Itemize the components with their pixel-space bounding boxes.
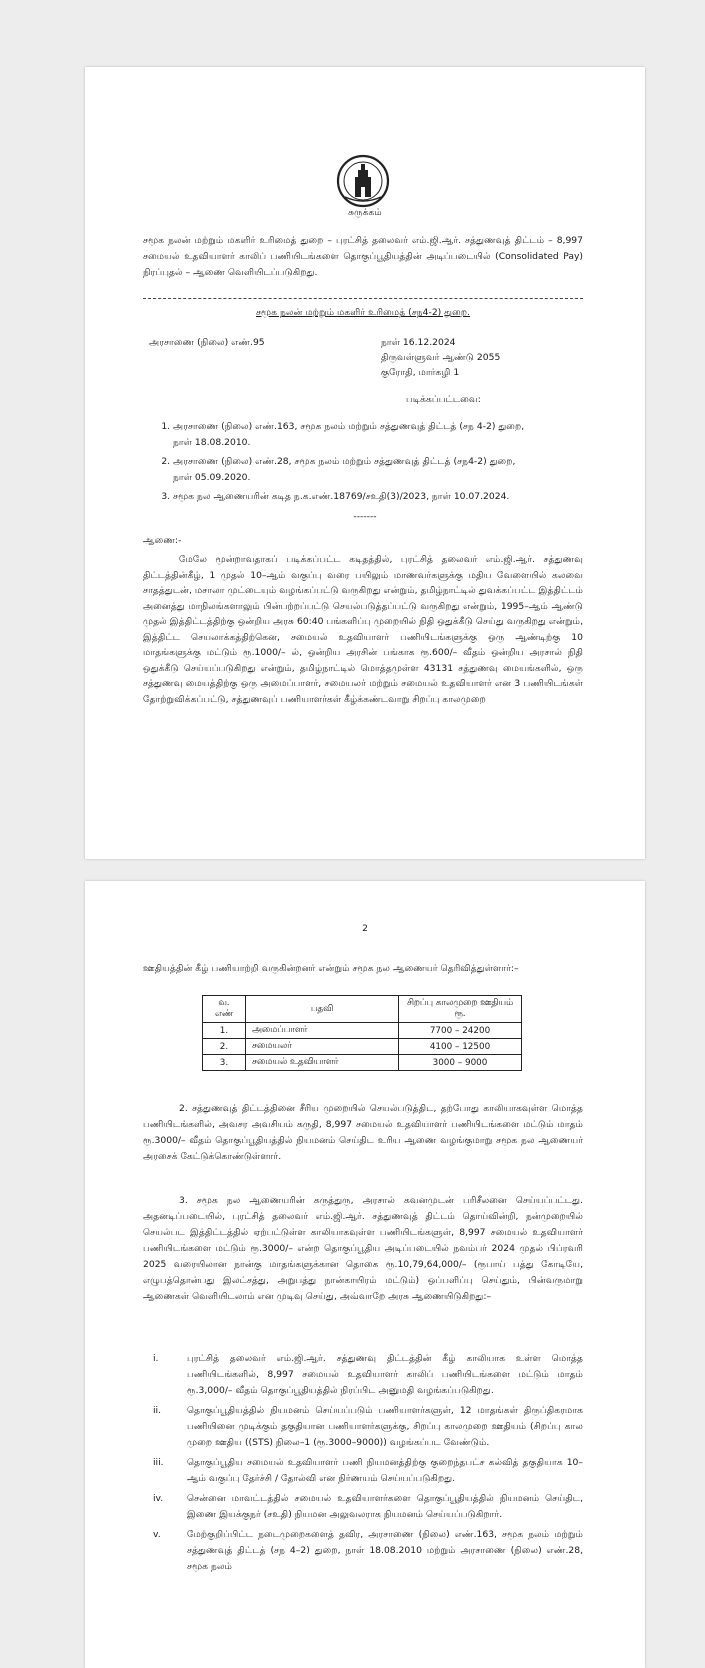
table-row bbox=[203, 1039, 522, 1055]
subject-paragraph: சமூக நலன் மற்றும் மகளிர் உரிமைத் துறை – புரட்சித் தலைவர் எம்.ஜி.ஆர். சத்துணவுத் திட்டம் – 8,997 சமையல் உதவியாளர் காலிப் பணியிடங்களை தொகுப்பூதியத்தின் அடிப்படையில் (Consolidated Pay) நிரப்புதல் – ஆணை வெளியிடப்படுகிறது. bbox=[143, 235, 583, 278]
order-number: iii. bbox=[153, 1457, 164, 1468]
pay-scale-table bbox=[202, 995, 522, 1071]
separator: ------- bbox=[353, 511, 377, 522]
document-page-1 bbox=[85, 67, 645, 859]
paragraph-2: 2. சத்துணவுத் திட்டத்தினை சீரிய முறையில் செயல்படுத்திட, தற்போது காலியாகவுள்ள மொத்த பணியிடங்களில், அவசர அவசியம் கருதி, 8,997 சமையல் உதவியாளர் பணியிடங்களை மட்டும் மாதம் ரூ.3000/– வீதம் தொகுப்பூதியத்தில் நியமனம் செய்திட உரிய ஆணை வழங்குமாறு சமூக நல ஆணையர் அரசைக் கேட்டுக்கொண்டுள்ளார். bbox=[143, 1103, 583, 1162]
table-header-row bbox=[203, 996, 522, 1023]
abstract-label: சுருக்கம் bbox=[348, 207, 382, 218]
order-item bbox=[153, 1491, 583, 1523]
order-text: தொகுப்பூதிய சமையல் உதவியாளர் பணி நியமனத்திற்கு குறைந்தபட்ச கல்வித் தகுதியாக 10–ஆம் வகுப்பு தேர்ச்சி / தோல்வி என நிர்ணயம் செய்யப்படுகிறது. bbox=[187, 1457, 583, 1484]
order-number: i. bbox=[153, 1353, 159, 1364]
table-cell: 7700 – 24200 bbox=[399, 1023, 522, 1039]
order-text: சென்னை மாவட்டத்தில் சமையல் உதவியாளர்களை தொகுப்பூதியத்தில் நியமனம் செய்திட, இணை இயக்குநர் (சஉதி) நியமன அலுவலராக நியமனம் செய்யப்படுகிறார். bbox=[187, 1493, 583, 1520]
table-cell: 1. bbox=[203, 1023, 246, 1039]
order-item bbox=[153, 1351, 583, 1399]
table-cell: 2. bbox=[203, 1039, 246, 1055]
order-item bbox=[153, 1455, 583, 1487]
order-text: மேற்குறிப்பிட்ட நடைமுறைகளைத் தவிர, அரசாணை (நிலை) எண்.163, சமூக நலம் மற்றும் சத்துணவுத் திட்டத் (சந 4–2) துறை, நாள் 18.08.2010 மற்றும் அரசாணை (நிலை) எண்.28, சமூக நலம் bbox=[187, 1529, 583, 1572]
paragraph-3: 3. சமூக நல ஆணையரின் கருத்துரு, அரசால் கவனமுடன் பரிசீலனை செய்யப்பட்டது. அதனடிப்படையில், புரட்சித் தலைவர் எம்.ஜி.ஆர். சத்துணவுத் திட்டம் தொய்வின்றி, நன்முறையில் செயல்பட இத்திட்டத்தில் ஏற்பட்டுள்ள காலியாகவுள்ள பணியிடங்களுள், 8,997 சமையல் உதவியாளர் பணியிடங்களை மட்டும் ரூ.3000/– என்ற தொகுப்பூதிய அடிப்படையில் நவம்பர் 2024 முதல் பிப்ரவரி 2025 வரையிலான நான்கு மாதங்களுக்கான தொகை ரூ.10,79,64,000/– (ரூபாய் பத்து கோடியே, எழுபத்தொன்பது இலட்சத்து, அறுபத்து நான்காயிரம் மட்டும்) ஒப்பளிப்பு செய்தும், பின்வருமாறு ஆணைகள் வெளியிடலாம் என முடிவு செய்து, அவ்வாறே அரசு ஆணையிடுகிறது:– bbox=[143, 1195, 583, 1302]
order-number: v. bbox=[153, 1529, 161, 1540]
table-header: பதவி bbox=[246, 996, 399, 1023]
order-paragraph: மேலே மூன்றாவதாகப் படிக்கப்பட்ட கடிதத்தில், புரட்சித் தலைவர் எம்.ஜி.ஆர். சத்துணவு திட்டத்தின்கீழ், 1 முதல் 10–ஆம் வகுப்பு வரை பயிலும் மாணவர்களுக்கு மதிய வேளையில் கலவை சாதத்துடன், மசாலா முட்டையும் வழங்கப்பட்டு வருகிறது என்றும், தமிழ்நாட்டில் துவக்கப்பட்ட இத்திட்டம் அனைத்து மாநிலங்களாலும் பின்பற்றப்பட்டு செயல்படுத்தப்பட்டு வருகிறது என்றும், 1995–ஆம் ஆண்டு முதல் இத்திட்டத்திற்கு ஒன்றிய அரசு 60:40 பங்களிப்பு முறையில் நிதி ஒதுக்கீடு செய்து வருகிறது என்றும், இத்திட்ட செயலாக்கத்திற்கென, சமையல் உதவியாளர் பணியிடங்களுக்கு ஒரு ஆண்டிற்கு 10 மாதங்களுக்கு மட்டும் ரூ.1000/– ல், ஒன்றிய அரசின் பங்காக ரூ.600/– வீதம் ஒன்றிய அரசால் நிதி ஒதுக்கீடு செய்யப்படுகிறது என்றும், தமிழ்நாட்டில் மொத்தமுள்ள 43131 சத்துணவு மையங்களில், ஒரு சத்துணவு மையத்திற்கு ஒரு அமைப்பாளர், சமையலர் மற்றும் சமையல் உதவியாளர் என 3 பணியிடங்கள் தோற்றுவிக்கப்பட்டு, சத்துணவுப் பணியாளர்கள் கீழ்க்கண்டவாறு சிறப்பு காலமுறை bbox=[143, 554, 583, 705]
table-cell: சமையல் உதவியாளர் bbox=[246, 1055, 399, 1071]
table-cell: சமையலர் bbox=[246, 1039, 399, 1055]
table-header: சிறப்பு காலமுறை ஊதியம் ரூ. bbox=[399, 996, 522, 1023]
divider bbox=[143, 298, 583, 299]
references-list bbox=[155, 419, 529, 508]
table-cell: 3000 – 9000 bbox=[399, 1055, 522, 1071]
page-number: 2 bbox=[362, 923, 368, 934]
order-text: புரட்சித் தலைவர் எம்.ஜி.ஆர். சத்துணவு திட்டத்தின் கீழ் காலியாக உள்ள மொத்த பணியிடங்களில், 8,997 சமையல் உதவியாளர் காலிப் பணியிடங்களை மட்டும் மாதம் ரூ.3,000/– வீதம் தொகுப்பூதியத்தில் நிரப்பிட அனுமதி வழங்கப்படுகிறது. bbox=[187, 1353, 583, 1396]
table-cell: 4100 – 12500 bbox=[399, 1039, 522, 1055]
reference-item: 3. சமூக நல ஆணையரின் கடித ந.க.எண்.18769/சஉதி(3)/2023, நாள் 10.07.2024. bbox=[173, 489, 529, 505]
tamil-nadu-emblem-icon bbox=[331, 153, 395, 213]
order-item bbox=[153, 1403, 583, 1451]
order-number: iv. bbox=[153, 1493, 164, 1504]
table-header: வ. எண் bbox=[203, 996, 246, 1023]
order-number: ii. bbox=[153, 1405, 162, 1416]
document-page-2 bbox=[85, 881, 645, 1668]
order-text: தொகுப்பூதியத்தில் நியமனம் செய்யப்படும் பணியாளர்களுள், 12 மாதங்கள் திருப்திகரமாக பணியினை முடிக்கும் தகுதியான பணியாளர்களுக்கு, சிறப்பு காலமுறை ஊதியம் (சிறப்பு கால முறை ஊதிய ((STS) நிலை–1 (ரூ.3000–9000)) வழங்கப்பட வேண்டும். bbox=[187, 1405, 583, 1448]
reference-item: 2. அரசாணை (நிலை) எண்.28, சமூக நலம் மற்றும் சத்துணவுத் திட்டத் (சந4-2) துறை, நாள் 05.09.2020. bbox=[173, 454, 529, 486]
intro-paragraph: ஊதியத்தின் கீழ் பணியாற்றி வருகின்றனர் என்றும் சமூக நல ஆணையர் தெரிவித்துள்ளார்:– bbox=[143, 963, 519, 974]
table-row bbox=[203, 1055, 522, 1071]
table-cell: 3. bbox=[203, 1055, 246, 1071]
tamil-year: திருவள்ளுவர் ஆண்டு 2055 bbox=[381, 352, 501, 363]
orders-list bbox=[153, 1351, 583, 1579]
reference-item: 1. அரசாணை (நிலை) எண்.163, சமூக நலம் மற்றும் சத்துணவுத் திட்டத் (சந 4-2) துறை, நாள் 18.08.2010. bbox=[173, 419, 529, 451]
read-heading: படிக்கப்பட்டவை: bbox=[406, 394, 481, 405]
tamil-month: குரோதி, மார்கழி 1 bbox=[381, 367, 460, 378]
go-date: நாள் 16.12.2024 bbox=[381, 337, 456, 348]
order-heading: ஆணை:- bbox=[143, 535, 182, 546]
table-row bbox=[203, 1023, 522, 1039]
department-line: சமூக நலன் மற்றும் மகளிர் உரிமைத் (சந4-2) துறை. bbox=[255, 307, 471, 318]
order-item bbox=[153, 1527, 583, 1575]
table-cell: அமைப்பாளர் bbox=[246, 1023, 399, 1039]
go-number: அரசாணை (நிலை) எண்.95 bbox=[149, 337, 265, 348]
